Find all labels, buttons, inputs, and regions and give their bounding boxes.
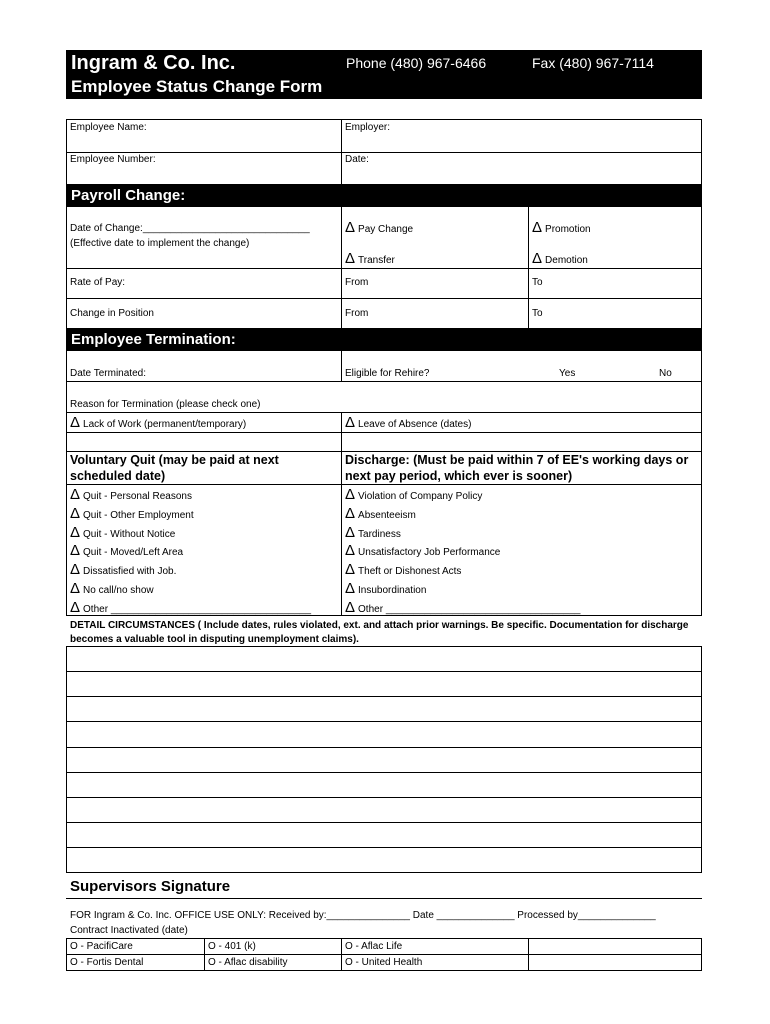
rate-from-field[interactable]: From [345,277,369,288]
divider [66,152,702,153]
voluntary-option[interactable] [70,486,192,503]
effective-date-note: (Effective date to implement the change) [70,238,250,249]
detail-line [66,671,702,672]
rate-of-pay-label: Rate of Pay: [70,277,126,288]
discharge-option[interactable] [345,524,401,541]
transfer-option[interactable] [345,250,395,267]
voluntary-quit-header: Voluntary Quit (may be paid at next scheduled date) [70,453,279,483]
promotion-option[interactable] [532,219,591,236]
delta-checkbox-icon[interactable]: Δ [345,219,356,236]
detail-line [66,847,702,848]
detail-line [66,797,702,798]
voluntary-option-label: Quit - Moved/Left Area [83,547,184,558]
voluntary-option-label: Other ____________________________________ [83,604,312,615]
discharge-option-label: Theft or Dishonest Acts [358,566,462,577]
lack-of-work-label: Lack of Work (permanent/temporary) [83,419,247,430]
delta-checkbox-icon[interactable]: Δ [70,486,81,503]
voluntary-option-label: Quit - Without Notice [83,529,176,540]
divider [66,432,702,433]
table-row [67,955,702,971]
discharge-option-label: Violation of Company Policy [358,491,483,502]
reason-label: Reason for Termination (please check one) [70,399,261,410]
detail-line [66,772,702,773]
leave-of-absence-option[interactable] [345,414,471,431]
office-use-line: FOR Ingram & Co. Inc. OFFICE USE ONLY: Received by:_______________ Date ______________ Processed by______________ [70,910,656,921]
delta-checkbox-icon[interactable]: Δ [345,542,356,559]
position-from-field[interactable]: From [345,308,369,319]
discharge-option[interactable] [345,561,461,578]
employee-name-field[interactable]: Employee Name: [70,122,147,133]
detail-line [66,747,702,748]
divider [66,484,702,485]
discharge-option[interactable] [345,505,416,522]
discharge-option[interactable] [345,542,500,559]
benefit-cell[interactable] [529,939,702,955]
delta-checkbox-icon[interactable]: Δ [532,250,543,267]
payroll-section-title: Payroll Change: [66,185,702,207]
pay-change-label: Pay Change [358,224,414,235]
benefit-cell[interactable]: O - 401 (k) [205,939,342,955]
delta-checkbox-icon[interactable]: Δ [70,599,81,616]
benefit-cell[interactable]: O - Aflac Life [342,939,529,955]
detail-circumstances-note: DETAIL CIRCUMSTANCES ( Include dates, rules violated, ext. and attach prior warnings. Be specific. Documentation for discharge becomes a valuable tool in disputing unemployment claims). [70,620,689,645]
discharge-option[interactable] [345,580,426,597]
detail-line [66,822,702,823]
termination-section-title: Employee Termination: [66,329,702,351]
divider [66,381,702,382]
date-field[interactable]: Date: [345,154,369,165]
form-title: Employee Status Change Form [71,77,323,96]
divider [66,412,702,413]
pay-change-option[interactable] [345,219,413,236]
lack-of-work-option[interactable] [70,414,246,431]
delta-checkbox-icon[interactable]: Δ [70,524,81,541]
demotion-option[interactable] [532,250,588,267]
benefit-cell[interactable] [529,955,702,971]
delta-checkbox-icon[interactable]: Δ [70,542,81,559]
voluntary-option[interactable] [70,599,311,616]
benefit-cell[interactable]: O - PacifiCare [67,939,205,955]
voluntary-option[interactable] [70,561,176,578]
voluntary-option-label: Quit - Other Employment [83,510,194,521]
eligible-rehire-label: Eligible for Rehire? [345,368,430,379]
benefit-cell[interactable]: O - United Health [342,955,529,971]
delta-checkbox-icon[interactable]: Δ [70,414,81,431]
discharge-option[interactable] [345,486,482,503]
discharge-option[interactable] [345,599,580,616]
benefit-cell[interactable]: O - Fortis Dental [67,955,205,971]
delta-checkbox-icon[interactable]: Δ [345,580,356,597]
detail-circumstances-box[interactable] [66,646,702,873]
voluntary-option[interactable] [70,542,183,559]
company-phone: Phone (480) 967-6466 [346,55,487,71]
discharge-option-label: Other ___________________________________ [358,604,581,615]
position-to-field[interactable]: To [532,308,543,319]
voluntary-option-label: Quit - Personal Reasons [83,491,192,502]
rehire-yes-option[interactable]: Yes [559,368,576,379]
transfer-label: Transfer [358,255,395,266]
detail-line [66,721,702,722]
delta-checkbox-icon[interactable]: Δ [345,486,356,503]
form-header [66,50,702,99]
rate-to-field[interactable]: To [532,277,543,288]
employee-number-field[interactable]: Employee Number: [70,154,156,165]
delta-checkbox-icon[interactable]: Δ [345,599,356,616]
voluntary-option-label: Dissatisfied with Job. [83,566,177,577]
employer-field[interactable]: Employer: [345,122,391,133]
divider [66,298,702,299]
date-of-change-field[interactable]: Date of Change:______________________________ [70,223,310,234]
detail-line [66,696,702,697]
demotion-label: Demotion [545,255,588,266]
delta-checkbox-icon[interactable]: Δ [532,219,543,236]
divider [341,412,342,616]
discharge-option-label: Insubordination [358,585,427,596]
delta-checkbox-icon[interactable]: Δ [70,561,81,578]
divider [341,351,342,381]
delta-checkbox-icon[interactable]: Δ [345,414,356,431]
voluntary-option-label: No call/no show [83,585,154,596]
contract-inactivated-label: Contract Inactivated (date) [70,925,188,936]
delta-checkbox-icon[interactable]: Δ [70,505,81,522]
benefits-table [66,938,702,971]
delta-checkbox-icon[interactable]: Δ [70,580,81,597]
date-terminated-field[interactable]: Date Terminated: [70,368,146,379]
promotion-label: Promotion [545,224,591,235]
company-name: Ingram & Co. Inc. [71,52,236,74]
discharge-option-label: Absenteeism [358,510,416,521]
delta-checkbox-icon[interactable]: Δ [345,505,356,522]
voluntary-option[interactable] [70,505,194,522]
delta-checkbox-icon[interactable]: Δ [345,250,356,267]
divider [341,119,342,185]
discharge-option-label: Unsatisfactory Job Performance [358,547,501,558]
company-fax: Fax (480) 967-7114 [532,55,654,71]
delta-checkbox-icon[interactable]: Δ [345,561,356,578]
signature-line[interactable] [66,898,702,899]
supervisor-signature-label: Supervisors Signature [70,878,231,895]
delta-checkbox-icon[interactable]: Δ [345,524,356,541]
discharge-header: Discharge: (Must be paid within 7 of EE's working days or next pay period, which ever is sooner) [345,453,689,483]
voluntary-option[interactable] [70,580,154,597]
change-in-position-label: Change in Position [70,308,154,319]
rehire-no-option[interactable]: No [659,368,672,379]
table-row [67,939,702,955]
leave-of-absence-label: Leave of Absence (dates) [358,419,472,430]
discharge-option-label: Tardiness [358,529,401,540]
voluntary-option[interactable] [70,524,175,541]
benefit-cell[interactable]: O - Aflac disability [205,955,342,971]
divider [66,268,702,269]
